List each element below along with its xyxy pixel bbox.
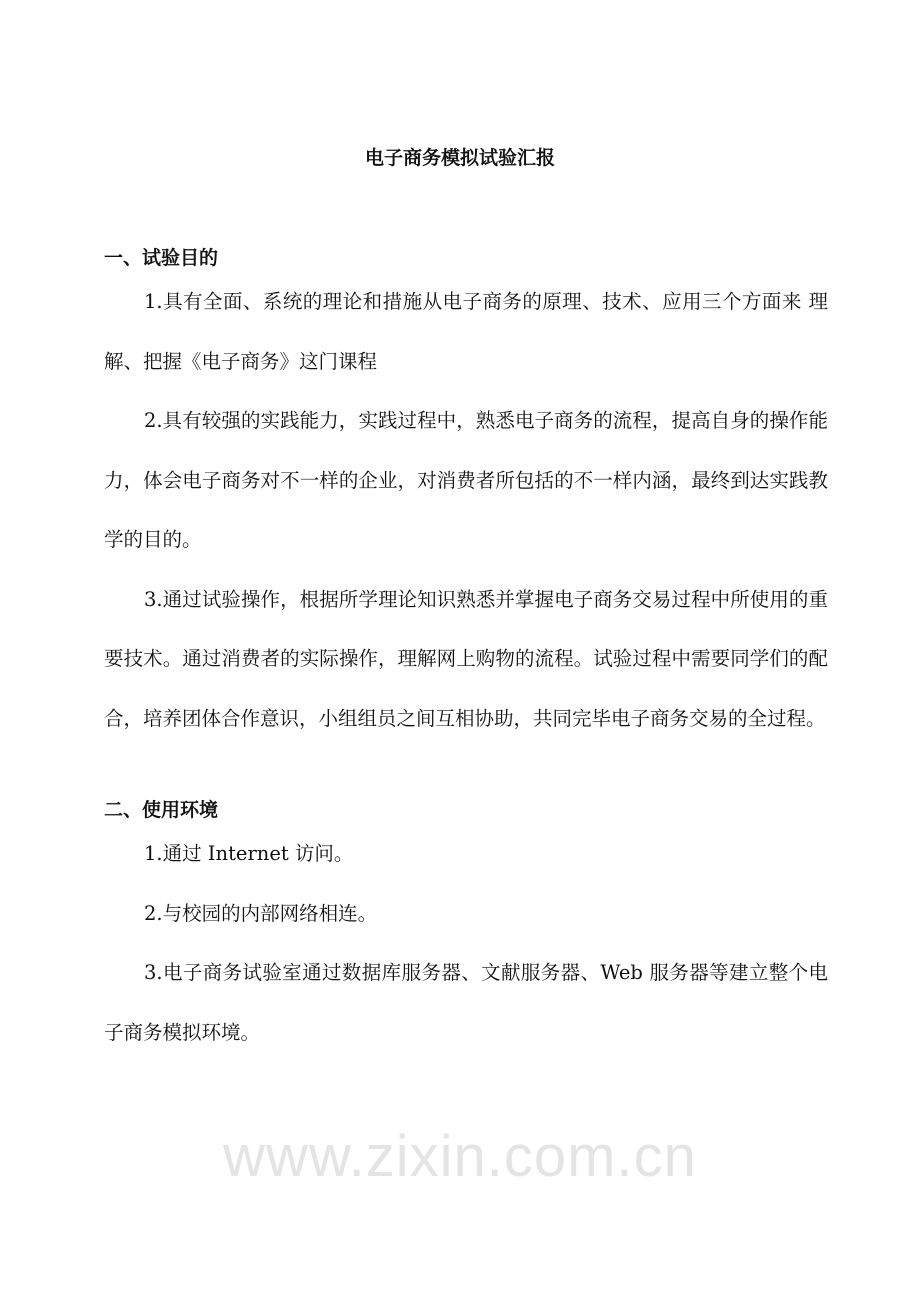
- document-title: 电子商务模拟试验汇报: [364, 147, 555, 169]
- paragraph: 1.通过 Internet 访问。: [144, 842, 354, 865]
- section-heading-environment: 二、使用环境: [104, 799, 219, 821]
- watermark: www.zixin.com.cn: [223, 1124, 697, 1189]
- section-environment: [104, 796, 828, 1062]
- paragraph: 1.具有全面、系统的理论和措施从电子商务的原理、技术、应用三个方面来 理解、把握《电子商务》这门课程: [104, 290, 828, 373]
- section-purpose: [104, 244, 828, 748]
- paragraph: 3.电子商务试验室通过数据库服务器、文献服务器、Web 服务器等建立整个电子商务模拟环境。: [104, 961, 828, 1044]
- section-heading-purpose: 一、试验目的: [104, 247, 219, 269]
- paragraph: 2.与校园的内部网络相连。: [144, 901, 378, 925]
- paragraph: 3.通过试验操作，根据所学理论知识熟悉并掌握电子商务交易过程中所使用的重要技术。通过消费者的实际操作，理解网上购物的流程。试验过程中需要同学们的配合，培养团体合作意识，小组组员之间互相协助，共同完毕电子商务交易的全过程。: [104, 587, 828, 730]
- paragraph: 2.具有较强的实践能力，实践过程中，熟悉电子商务的流程，提高自身的操作能力，体会电子商务对不一样的企业，对消费者所包括的不一样内涵，最终到达实践教学的目的。: [104, 409, 828, 551]
